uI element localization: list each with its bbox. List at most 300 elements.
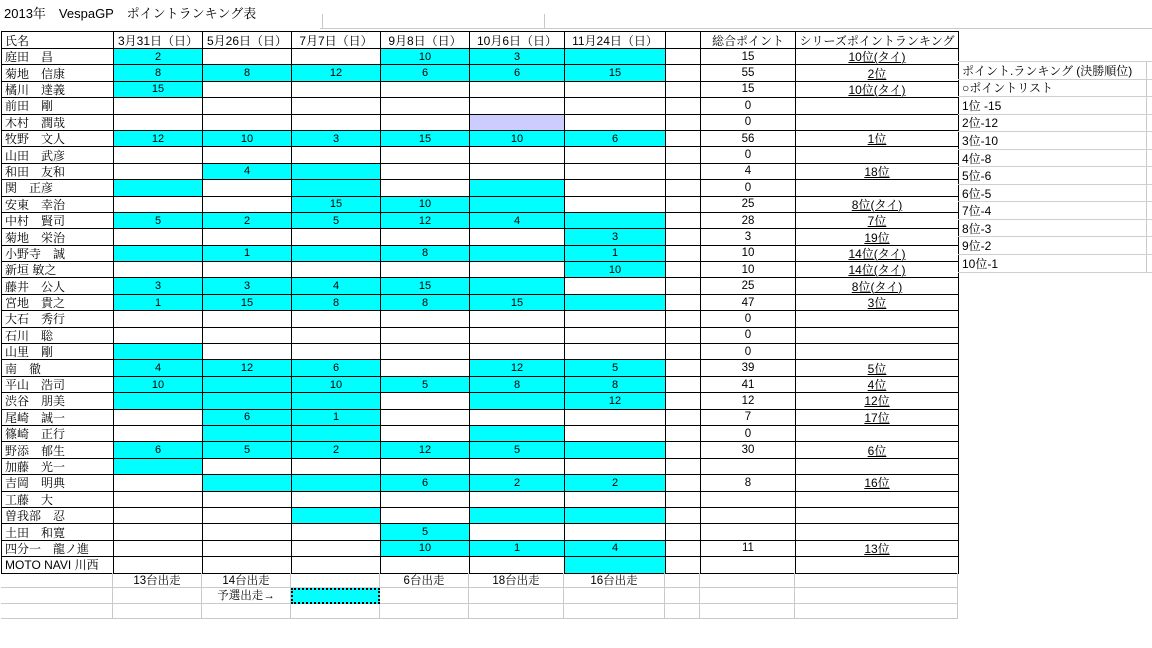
total-points-cell[interactable]: 55 — [701, 65, 796, 81]
points-cell[interactable]: 12 — [470, 360, 565, 376]
points-cell[interactable]: 8 — [565, 377, 666, 393]
gap-cell[interactable] — [666, 180, 701, 196]
gap-cell[interactable] — [666, 262, 701, 278]
summary-cell[interactable] — [665, 573, 700, 588]
summary-cell[interactable] — [795, 573, 958, 588]
legend-item[interactable]: 4位-8 — [958, 150, 1152, 168]
points-cell[interactable] — [381, 98, 470, 114]
summary-cell[interactable] — [564, 604, 665, 620]
series-rank-cell[interactable]: 14位(タイ) — [796, 262, 959, 278]
series-rank-cell[interactable]: 2位 — [796, 65, 959, 81]
points-cell[interactable]: 2 — [114, 49, 203, 65]
points-cell[interactable] — [114, 426, 203, 442]
points-cell[interactable] — [470, 164, 565, 180]
points-cell[interactable] — [565, 311, 666, 327]
name-cell[interactable]: MOTO NAVI 川西 — [2, 557, 114, 573]
summary-cell[interactable] — [665, 588, 700, 603]
points-cell[interactable] — [470, 197, 565, 213]
points-cell[interactable]: 6 — [470, 65, 565, 81]
points-cell[interactable]: 12 — [292, 65, 381, 81]
gap-cell[interactable] — [666, 410, 701, 426]
legend-item[interactable]: 8位-3 — [958, 220, 1152, 238]
gap-cell[interactable] — [666, 115, 701, 131]
points-cell[interactable] — [203, 344, 292, 360]
points-cell[interactable]: 15 — [565, 65, 666, 81]
series-rank-cell[interactable]: 18位 — [796, 164, 959, 180]
points-cell[interactable] — [381, 147, 470, 163]
summary-cell[interactable] — [291, 573, 380, 588]
total-points-cell[interactable]: 7 — [701, 410, 796, 426]
points-cell[interactable]: 8 — [203, 65, 292, 81]
points-cell[interactable] — [292, 229, 381, 245]
name-cell[interactable]: 菊地 栄治 — [2, 229, 114, 245]
points-cell[interactable] — [114, 459, 203, 475]
points-cell[interactable] — [565, 98, 666, 114]
gap-cell[interactable] — [666, 508, 701, 524]
points-cell[interactable] — [203, 377, 292, 393]
series-rank-cell[interactable]: 10位(タイ) — [796, 82, 959, 98]
series-rank-cell[interactable] — [796, 311, 959, 327]
points-cell[interactable] — [114, 541, 203, 557]
points-cell[interactable] — [565, 147, 666, 163]
points-cell[interactable] — [114, 147, 203, 163]
points-cell[interactable] — [114, 229, 203, 245]
name-cell[interactable]: 和田 友和 — [2, 164, 114, 180]
gap-cell[interactable] — [666, 426, 701, 442]
legend-title[interactable]: ポイント.ランキング (決勝順位) — [958, 62, 1152, 80]
series-rank-cell[interactable] — [796, 459, 959, 475]
points-cell[interactable] — [203, 328, 292, 344]
gap-cell[interactable] — [666, 475, 701, 491]
points-cell[interactable]: 15 — [381, 131, 470, 147]
points-cell[interactable] — [292, 541, 381, 557]
series-rank-cell[interactable]: 8位(タイ) — [796, 278, 959, 294]
series-rank-cell[interactable]: 14位(タイ) — [796, 246, 959, 262]
points-cell[interactable] — [381, 360, 470, 376]
qualifier-label[interactable]: 予選出走→ — [202, 588, 291, 603]
name-cell[interactable]: 篠崎 正行 — [2, 426, 114, 442]
summary-cell[interactable] — [380, 588, 469, 603]
points-cell[interactable] — [565, 115, 666, 131]
name-cell[interactable]: 安東 幸治 — [2, 197, 114, 213]
points-cell[interactable]: 8 — [381, 246, 470, 262]
series-rank-cell[interactable] — [796, 492, 959, 508]
total-points-cell[interactable]: 3 — [701, 229, 796, 245]
points-cell[interactable] — [292, 115, 381, 131]
series-rank-cell[interactable]: 5位 — [796, 360, 959, 376]
points-cell[interactable] — [203, 508, 292, 524]
total-points-cell[interactable]: 12 — [701, 393, 796, 409]
points-cell[interactable] — [292, 311, 381, 327]
column-header-total[interactable]: 総合ポイント — [701, 32, 796, 49]
name-cell[interactable]: 新垣 敏之 — [2, 262, 114, 278]
points-cell[interactable]: 5 — [381, 377, 470, 393]
points-cell[interactable] — [114, 524, 203, 540]
total-points-cell[interactable]: 47 — [701, 295, 796, 311]
total-points-cell[interactable]: 8 — [701, 475, 796, 491]
points-cell[interactable]: 10 — [203, 131, 292, 147]
series-rank-cell[interactable]: 19位 — [796, 229, 959, 245]
name-cell[interactable]: 牧野 文人 — [2, 131, 114, 147]
summary-cell[interactable] — [113, 604, 202, 620]
legend-item[interactable]: 6位-5 — [958, 185, 1152, 203]
summary-cell[interactable] — [700, 588, 795, 603]
points-cell[interactable] — [114, 475, 203, 491]
gap-cell[interactable] — [666, 164, 701, 180]
points-cell[interactable] — [470, 328, 565, 344]
points-cell[interactable] — [203, 229, 292, 245]
points-cell[interactable]: 3 — [292, 131, 381, 147]
name-cell[interactable]: 関 正彦 — [2, 180, 114, 196]
series-rank-cell[interactable]: 16位 — [796, 475, 959, 491]
legend-item[interactable]: 5位-6 — [958, 167, 1152, 185]
gap-cell[interactable] — [666, 492, 701, 508]
points-cell[interactable] — [114, 328, 203, 344]
gap-cell[interactable] — [666, 295, 701, 311]
points-cell[interactable]: 6 — [565, 131, 666, 147]
points-cell[interactable]: 15 — [114, 82, 203, 98]
gap-cell[interactable] — [666, 524, 701, 540]
series-rank-cell[interactable]: 17位 — [796, 410, 959, 426]
total-points-cell[interactable]: 11 — [701, 541, 796, 557]
points-cell[interactable] — [381, 557, 470, 573]
name-cell[interactable]: 山里 剛 — [2, 344, 114, 360]
legend-subtitle[interactable]: ○ポイントリスト — [958, 80, 1152, 98]
column-header-name[interactable]: 氏名 — [2, 32, 114, 49]
points-cell[interactable]: 3 — [203, 278, 292, 294]
points-cell[interactable]: 6 — [292, 360, 381, 376]
points-cell[interactable]: 10 — [292, 377, 381, 393]
column-header-date[interactable]: 11月24日（日） — [565, 32, 666, 49]
points-cell[interactable]: 8 — [470, 377, 565, 393]
points-cell[interactable]: 4 — [470, 213, 565, 229]
points-cell[interactable] — [565, 426, 666, 442]
total-points-cell[interactable] — [701, 524, 796, 540]
points-cell[interactable] — [203, 180, 292, 196]
points-cell[interactable] — [292, 147, 381, 163]
points-cell[interactable]: 15 — [470, 295, 565, 311]
column-header-date[interactable]: 5月26日（日） — [203, 32, 292, 49]
points-cell[interactable] — [114, 492, 203, 508]
gap-cell[interactable] — [666, 278, 701, 294]
points-cell[interactable] — [203, 426, 292, 442]
points-cell[interactable]: 15 — [292, 197, 381, 213]
points-cell[interactable]: 2 — [470, 475, 565, 491]
name-cell[interactable]: 吉岡 明典 — [2, 475, 114, 491]
total-points-cell[interactable]: 15 — [701, 82, 796, 98]
summary-cell[interactable] — [795, 588, 958, 603]
gap-cell[interactable] — [666, 82, 701, 98]
points-cell[interactable] — [470, 278, 565, 294]
points-cell[interactable] — [114, 311, 203, 327]
points-cell[interactable] — [292, 524, 381, 540]
points-cell[interactable] — [470, 115, 565, 131]
gap-cell[interactable] — [666, 541, 701, 557]
total-points-cell[interactable]: 10 — [701, 262, 796, 278]
gap-cell[interactable] — [666, 393, 701, 409]
total-points-cell[interactable]: 0 — [701, 98, 796, 114]
name-cell[interactable]: 中村 賢司 — [2, 213, 114, 229]
points-cell[interactable] — [565, 197, 666, 213]
points-cell[interactable] — [114, 164, 203, 180]
points-cell[interactable]: 3 — [470, 49, 565, 65]
points-cell[interactable]: 1 — [565, 246, 666, 262]
points-cell[interactable]: 4 — [292, 278, 381, 294]
points-cell[interactable] — [381, 164, 470, 180]
points-cell[interactable] — [381, 262, 470, 278]
points-cell[interactable]: 4 — [203, 164, 292, 180]
series-rank-cell[interactable] — [796, 328, 959, 344]
points-cell[interactable] — [203, 82, 292, 98]
points-cell[interactable]: 12 — [565, 393, 666, 409]
name-cell[interactable]: 大石 秀行 — [2, 311, 114, 327]
points-cell[interactable] — [470, 393, 565, 409]
total-points-cell[interactable] — [701, 459, 796, 475]
points-cell[interactable] — [292, 82, 381, 98]
total-points-cell[interactable]: 39 — [701, 360, 796, 376]
points-cell[interactable]: 10 — [470, 131, 565, 147]
points-cell[interactable] — [565, 442, 666, 458]
points-cell[interactable] — [203, 197, 292, 213]
points-cell[interactable]: 15 — [203, 295, 292, 311]
total-points-cell[interactable]: 0 — [701, 328, 796, 344]
points-cell[interactable] — [470, 262, 565, 278]
series-rank-cell[interactable] — [796, 524, 959, 540]
name-cell[interactable]: 四分一 龍ノ進 — [2, 541, 114, 557]
points-cell[interactable] — [203, 459, 292, 475]
summary-cell[interactable] — [113, 588, 202, 603]
total-points-cell[interactable]: 15 — [701, 49, 796, 65]
points-cell[interactable] — [292, 557, 381, 573]
points-cell[interactable] — [381, 410, 470, 426]
points-cell[interactable] — [470, 508, 565, 524]
points-cell[interactable] — [565, 508, 666, 524]
legend-item[interactable]: 10位-1 — [958, 255, 1152, 273]
gap-cell[interactable] — [666, 197, 701, 213]
summary-cell[interactable] — [291, 604, 380, 620]
series-rank-cell[interactable]: 7位 — [796, 213, 959, 229]
points-cell[interactable] — [565, 524, 666, 540]
points-cell[interactable] — [565, 328, 666, 344]
name-cell[interactable]: 南 徹 — [2, 360, 114, 376]
points-cell[interactable]: 2 — [292, 442, 381, 458]
points-cell[interactable] — [203, 475, 292, 491]
points-cell[interactable] — [203, 98, 292, 114]
entry-count-label[interactable]: 14台出走 — [202, 573, 291, 588]
points-cell[interactable] — [381, 229, 470, 245]
points-cell[interactable] — [565, 295, 666, 311]
points-cell[interactable] — [203, 115, 292, 131]
total-points-cell[interactable]: 0 — [701, 344, 796, 360]
summary-cell[interactable] — [564, 588, 665, 603]
name-cell[interactable]: 加藤 光一 — [2, 459, 114, 475]
points-cell[interactable] — [114, 344, 203, 360]
points-cell[interactable] — [203, 557, 292, 573]
total-points-cell[interactable]: 0 — [701, 147, 796, 163]
name-cell[interactable]: 木村 潤哉 — [2, 115, 114, 131]
points-cell[interactable]: 5 — [381, 524, 470, 540]
points-cell[interactable]: 5 — [470, 442, 565, 458]
name-cell[interactable]: 前田 剛 — [2, 98, 114, 114]
points-cell[interactable]: 10 — [381, 541, 470, 557]
points-cell[interactable] — [203, 393, 292, 409]
column-header-date[interactable]: 3月31日（日） — [114, 32, 203, 49]
points-cell[interactable]: 12 — [381, 442, 470, 458]
points-cell[interactable] — [470, 147, 565, 163]
name-cell[interactable]: 山田 武彦 — [2, 147, 114, 163]
series-rank-cell[interactable] — [796, 344, 959, 360]
points-cell[interactable] — [114, 180, 203, 196]
series-rank-cell[interactable] — [796, 147, 959, 163]
gap-cell[interactable] — [666, 328, 701, 344]
points-cell[interactable] — [114, 115, 203, 131]
gap-cell[interactable] — [666, 442, 701, 458]
name-cell[interactable]: 宮地 貴之 — [2, 295, 114, 311]
points-cell[interactable]: 5 — [292, 213, 381, 229]
points-cell[interactable] — [470, 410, 565, 426]
points-cell[interactable] — [565, 492, 666, 508]
name-cell[interactable]: 菊地 信康 — [2, 65, 114, 81]
selected-cell[interactable] — [291, 588, 380, 603]
points-cell[interactable]: 12 — [203, 360, 292, 376]
points-cell[interactable]: 12 — [114, 131, 203, 147]
points-cell[interactable] — [292, 459, 381, 475]
points-cell[interactable]: 10 — [381, 49, 470, 65]
gap-cell[interactable] — [666, 459, 701, 475]
summary-cell[interactable] — [202, 604, 291, 620]
points-cell[interactable]: 5 — [114, 213, 203, 229]
legend-item[interactable]: 9位-2 — [958, 237, 1152, 255]
column-header-rank[interactable]: シリーズポイントランキング — [796, 32, 959, 49]
points-cell[interactable] — [381, 328, 470, 344]
gap-cell[interactable] — [666, 147, 701, 163]
points-cell[interactable]: 1 — [203, 246, 292, 262]
points-cell[interactable] — [292, 344, 381, 360]
points-cell[interactable] — [292, 492, 381, 508]
total-points-cell[interactable]: 25 — [701, 197, 796, 213]
gap-cell[interactable] — [666, 213, 701, 229]
summary-cell[interactable] — [795, 604, 958, 620]
points-cell[interactable] — [470, 311, 565, 327]
points-cell[interactable]: 3 — [565, 229, 666, 245]
sheet-title[interactable]: 2013年 VespaGP ポイントランキング表 — [4, 6, 257, 21]
points-cell[interactable] — [470, 246, 565, 262]
series-rank-cell[interactable]: 6位 — [796, 442, 959, 458]
points-cell[interactable] — [292, 246, 381, 262]
name-cell[interactable]: 庭田 昌 — [2, 49, 114, 65]
points-cell[interactable] — [292, 164, 381, 180]
series-rank-cell[interactable] — [796, 426, 959, 442]
points-cell[interactable] — [203, 311, 292, 327]
points-cell[interactable] — [470, 524, 565, 540]
legend-item[interactable]: 3位-10 — [958, 132, 1152, 150]
name-cell[interactable]: 曽我部 忍 — [2, 508, 114, 524]
total-points-cell[interactable]: 0 — [701, 115, 796, 131]
gap-cell[interactable] — [666, 360, 701, 376]
summary-cell[interactable] — [700, 604, 795, 620]
points-cell[interactable] — [381, 82, 470, 98]
gap-cell[interactable] — [666, 229, 701, 245]
points-cell[interactable] — [565, 180, 666, 196]
points-cell[interactable] — [381, 508, 470, 524]
summary-cell[interactable] — [700, 573, 795, 588]
points-cell[interactable] — [565, 213, 666, 229]
gap-cell[interactable] — [666, 311, 701, 327]
points-cell[interactable] — [292, 98, 381, 114]
total-points-cell[interactable]: 41 — [701, 377, 796, 393]
name-cell[interactable]: 渋谷 朋美 — [2, 393, 114, 409]
total-points-cell[interactable] — [701, 557, 796, 573]
points-cell[interactable] — [470, 557, 565, 573]
points-cell[interactable] — [381, 115, 470, 131]
points-cell[interactable]: 15 — [381, 278, 470, 294]
points-cell[interactable] — [470, 492, 565, 508]
name-cell[interactable]: 土田 和寛 — [2, 524, 114, 540]
summary-cell[interactable] — [665, 604, 700, 620]
points-cell[interactable] — [114, 508, 203, 524]
summary-cell[interactable] — [380, 604, 469, 620]
column-header-date[interactable]: 10月6日（日） — [470, 32, 565, 49]
total-points-cell[interactable]: 0 — [701, 426, 796, 442]
points-cell[interactable]: 10 — [565, 262, 666, 278]
points-cell[interactable] — [470, 459, 565, 475]
total-points-cell[interactable]: 0 — [701, 180, 796, 196]
points-cell[interactable]: 12 — [381, 213, 470, 229]
points-cell[interactable] — [203, 147, 292, 163]
points-cell[interactable] — [114, 262, 203, 278]
series-rank-cell[interactable] — [796, 508, 959, 524]
points-cell[interactable] — [292, 328, 381, 344]
total-points-cell[interactable]: 10 — [701, 246, 796, 262]
points-cell[interactable]: 1 — [292, 410, 381, 426]
points-cell[interactable] — [565, 164, 666, 180]
entry-count-label[interactable]: 13台出走 — [113, 573, 202, 588]
points-cell[interactable] — [292, 475, 381, 491]
summary-cell[interactable] — [469, 604, 564, 620]
points-cell[interactable] — [292, 180, 381, 196]
total-points-cell[interactable]: 25 — [701, 278, 796, 294]
name-cell[interactable]: 平山 浩司 — [2, 377, 114, 393]
name-cell[interactable]: 藤井 公人 — [2, 278, 114, 294]
gap-cell[interactable] — [666, 98, 701, 114]
total-points-cell[interactable]: 28 — [701, 213, 796, 229]
points-cell[interactable]: 5 — [203, 442, 292, 458]
points-cell[interactable] — [381, 426, 470, 442]
points-cell[interactable] — [203, 541, 292, 557]
points-cell[interactable]: 6 — [114, 442, 203, 458]
points-cell[interactable] — [470, 82, 565, 98]
points-cell[interactable]: 1 — [470, 541, 565, 557]
summary-cell[interactable] — [1, 588, 113, 603]
points-cell[interactable] — [203, 49, 292, 65]
column-header-gap[interactable] — [666, 32, 701, 49]
points-cell[interactable] — [470, 180, 565, 196]
points-cell[interactable]: 6 — [203, 410, 292, 426]
points-cell[interactable]: 4 — [114, 360, 203, 376]
series-rank-cell[interactable] — [796, 557, 959, 573]
series-rank-cell[interactable]: 8位(タイ) — [796, 197, 959, 213]
gap-cell[interactable] — [666, 246, 701, 262]
points-cell[interactable] — [565, 344, 666, 360]
points-cell[interactable] — [292, 49, 381, 65]
legend-item[interactable]: 7位-4 — [958, 202, 1152, 220]
series-rank-cell[interactable]: 13位 — [796, 541, 959, 557]
summary-cell[interactable] — [1, 604, 113, 620]
gap-cell[interactable] — [666, 557, 701, 573]
points-cell[interactable] — [114, 393, 203, 409]
points-cell[interactable]: 8 — [381, 295, 470, 311]
total-points-cell[interactable] — [701, 492, 796, 508]
